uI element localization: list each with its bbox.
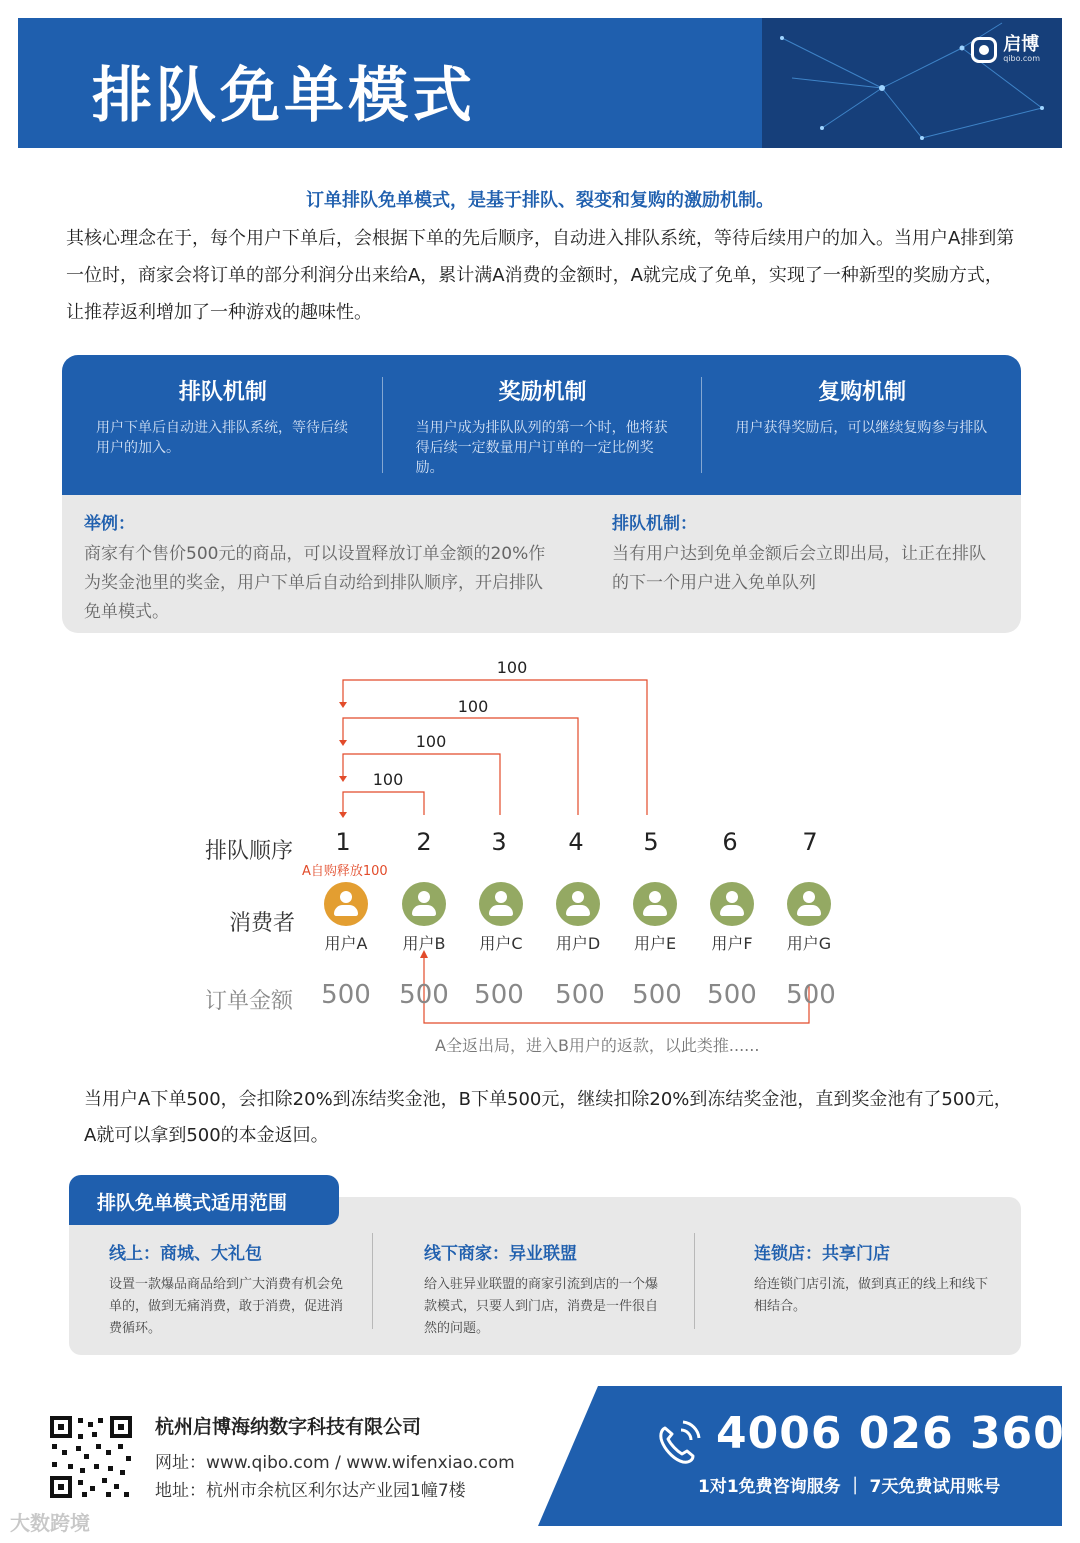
order-amount: 500 (321, 980, 371, 1010)
example-right (612, 509, 1002, 598)
position-number: 3 (491, 828, 507, 856)
order-amount: 500 (474, 980, 524, 1010)
queue-diagram (0, 650, 1080, 1060)
user-name: 用户F (711, 934, 753, 953)
arrowhead (339, 776, 347, 782)
position-number: 5 (643, 828, 659, 856)
user-avatar-icon (479, 882, 523, 926)
mechanism-desc: 用户下单后自动进入排队系统，等待后续用户的加入。 (96, 420, 348, 456)
arrow-2-to-1 (343, 792, 424, 815)
summary-paragraph: 当用户A下单500，会扣除20%到冻结奖金池，B下单500元，继续扣除20%到冻结奖金池，直到奖金池有了500元，A就可以拿到500的本金返回。 (84, 1089, 1012, 1146)
scope-desc: 给连锁门店引流，做到真正的线上和线下相结合。 (754, 1277, 989, 1314)
arrow-label: 100 (415, 732, 447, 751)
user-name: 用户E (633, 934, 677, 953)
header-banner (18, 18, 1062, 148)
logo-text: 启博 (1003, 34, 1040, 55)
arrow-label: 100 (457, 697, 489, 716)
position-number: 7 (802, 828, 818, 856)
user-name: 用户B (402, 934, 446, 953)
service-text: 1对1免费咨询服务 ｜ 7天免费试用账号 (698, 1477, 1001, 1497)
example-title: 举例： (84, 514, 135, 534)
queue-rule-title: 排队机制： (612, 514, 697, 534)
mechanism-queue (62, 355, 382, 495)
position-number: 2 (416, 828, 432, 856)
mechanism-desc: 当用户成为排队队列的第一个时，他将获得后续一定数量用户订单的一定比例奖励。 (415, 420, 668, 476)
user-avatar-icon (633, 882, 677, 926)
user-avatar-icon (402, 882, 446, 926)
qr-code-icon[interactable] (48, 1414, 134, 1500)
logo-sub: qibo.com (1003, 54, 1040, 63)
phone-icon (655, 1420, 701, 1466)
company-name: 杭州启博海纳数字科技有限公司 (155, 1416, 422, 1438)
mechanism-title: 复购机制 (818, 380, 907, 405)
order-amount: 500 (786, 980, 836, 1010)
amount-label: 订单金额 (205, 989, 294, 1014)
website-text[interactable]: 网址：www.qibo.com / www.wifenxiao.com (155, 1453, 515, 1473)
arrowhead (339, 812, 347, 818)
mechanism-title: 排队机制 (178, 380, 267, 405)
position-number: 6 (722, 828, 738, 856)
position-number: 1 (335, 828, 351, 856)
example-left (84, 509, 554, 627)
mechanism-title: 奖励机制 (498, 380, 587, 405)
arrow-label: 100 (496, 658, 528, 677)
user-avatar-icon (710, 882, 754, 926)
user-avatar-icon (787, 882, 831, 926)
mechanism-repurchase (701, 355, 1021, 495)
scope-desc: 设置一款爆品商品给到广大消费有机会免单的，做到无痛消费，敢于消费，促进消费循环。 (109, 1277, 344, 1336)
scope-item-online (109, 1239, 349, 1340)
queue-rule-text: 当有用户达到免单金额后会立即出局，让正在排队的下一个用户进入免单队列 (612, 544, 986, 593)
logo-icon (971, 37, 997, 63)
user-avatar-icon (556, 882, 600, 926)
user-name: 用户C (479, 934, 523, 953)
user-name: 用户D (555, 934, 601, 953)
divider (694, 1233, 695, 1329)
user-name: 用户G (786, 934, 832, 953)
intro-paragraph: 其核心理念在于，每个用户下单后，会根据下单的先后顺序，自动进入排队系统，等待后续用户的加入。当用户A排到第一位时，商家会将订单的部分利润分出来给A，累计满A消费的金额时，A就完成了免单，实现了一种新型的奖励方式，让推荐返利增加了一种游戏的趣味性。 (66, 228, 1015, 323)
example-panel (62, 495, 1021, 633)
address-text: 地址：杭州市余杭区利尔达产业园1幢7楼 (155, 1481, 466, 1501)
order-label: 排队顺序 (205, 839, 294, 864)
self-release-note: A自购释放100 (302, 864, 388, 879)
brand-logo (971, 36, 1040, 63)
scope-desc: 给入驻异业联盟的商家引流到店的一个爆款模式，只要人到门店，消费是一件很自然的问题。 (424, 1277, 659, 1336)
scope-title: 连锁店：共享门店 (754, 1244, 890, 1264)
scope-tab: 排队免单模式适用范围 (69, 1175, 339, 1225)
mechanism-desc: 用户获得奖励后，可以继续复购参与排队 (735, 420, 988, 436)
lead-text: 订单排队免单模式，是基于排队、裂变和复购的激励机制。 (306, 190, 774, 211)
position-number: 4 (568, 828, 584, 856)
mechanism-reward (382, 355, 702, 495)
phone-number[interactable]: 4006 026 360 (716, 1408, 1065, 1459)
divider (372, 1233, 373, 1329)
watermark: 大数跨境 (10, 1511, 90, 1535)
order-amount: 500 (632, 980, 682, 1010)
arrowhead (339, 702, 347, 708)
diagram-arrows (0, 650, 1080, 1060)
example-text: 商家有个售价500元的商品，可以设置释放订单金额的20%作为奖金池里的奖金，用户下单后自动给到排队顺序，开启排队免单模式。 (84, 544, 546, 622)
scope-title: 线下商家：异业联盟 (424, 1244, 577, 1264)
return-note: A全返出局，进入B用户的返款，以此类推...... (435, 1036, 760, 1055)
arrowhead (339, 740, 347, 746)
arrow-label: 100 (372, 770, 404, 789)
scope-item-chain (754, 1239, 994, 1318)
user-name: 用户A (324, 934, 368, 953)
order-amount: 500 (707, 980, 757, 1010)
order-amount: 500 (399, 980, 449, 1010)
scope-title: 线上：商城、大礼包 (109, 1244, 262, 1264)
user-avatar-icon (324, 882, 368, 926)
order-amount: 500 (555, 980, 605, 1010)
mechanisms-panel (62, 355, 1021, 495)
page-title: 排队免单模式 (92, 61, 476, 131)
scope-item-offline (424, 1239, 664, 1340)
consumer-label: 消费者 (229, 911, 296, 936)
